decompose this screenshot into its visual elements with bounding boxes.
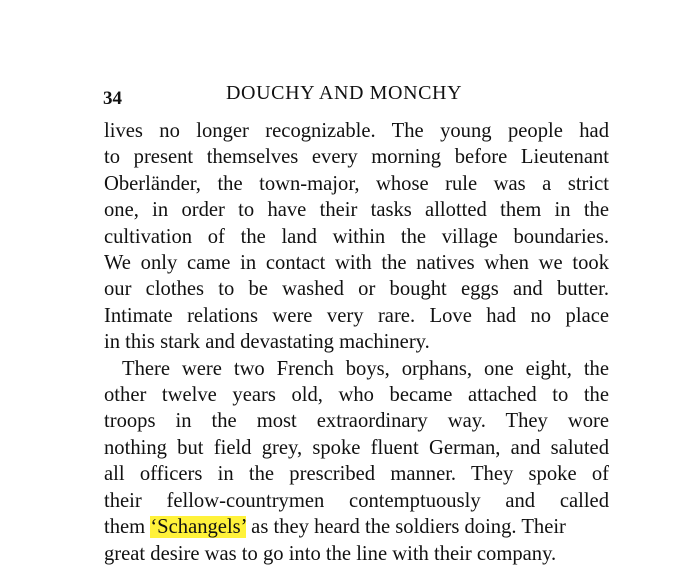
text-line: one, in order to have their tasks allotted them in the <box>104 199 609 222</box>
text-line: our clothes to be washed or bought eggs and butter. <box>104 278 609 301</box>
text-line: We only came in contact with the natives when we took <box>104 252 609 275</box>
text-line: troops in the most extraordinary way. They wore <box>104 410 609 433</box>
text-line-highlighted <box>104 514 609 540</box>
text-line: cultivation of the land within the village boundaries. <box>104 225 609 248</box>
text-line: in this stark and devastating machinery. <box>104 331 430 354</box>
page-number: 34 <box>103 88 122 109</box>
text-line: great desire was to go into the line with their company. <box>104 542 557 565</box>
text-line: There were two French boys, orphans, one eight, the <box>122 357 609 380</box>
text-line: all officers in the prescribed manner. They spoke of <box>104 463 609 486</box>
text-line: lives no longer recognizable. The young people had <box>104 120 609 142</box>
text-line: other twelve years old, who became attached to the <box>104 384 609 407</box>
text-fragment: them <box>104 516 151 539</box>
text-line: nothing but field grey, spoke fluent German, and saluted <box>104 436 609 459</box>
body-text <box>104 118 609 567</box>
text-fragment: as they heard the soldiers doing. Their <box>246 516 566 539</box>
running-title: DOUCHY AND MONCHY <box>226 82 463 104</box>
text-line: to present themselves every morning before Lieutenant <box>104 146 609 169</box>
page-header <box>0 82 675 110</box>
text-line: Intimate relations were very rare. Love had no place <box>104 304 609 327</box>
text-line: their fellow-countrymen contemptuously and called <box>104 489 609 512</box>
highlighted-term: ‘Schangels’ <box>150 516 247 539</box>
text-line: Oberländer, the town-major, whose rule was a strict <box>104 172 609 195</box>
